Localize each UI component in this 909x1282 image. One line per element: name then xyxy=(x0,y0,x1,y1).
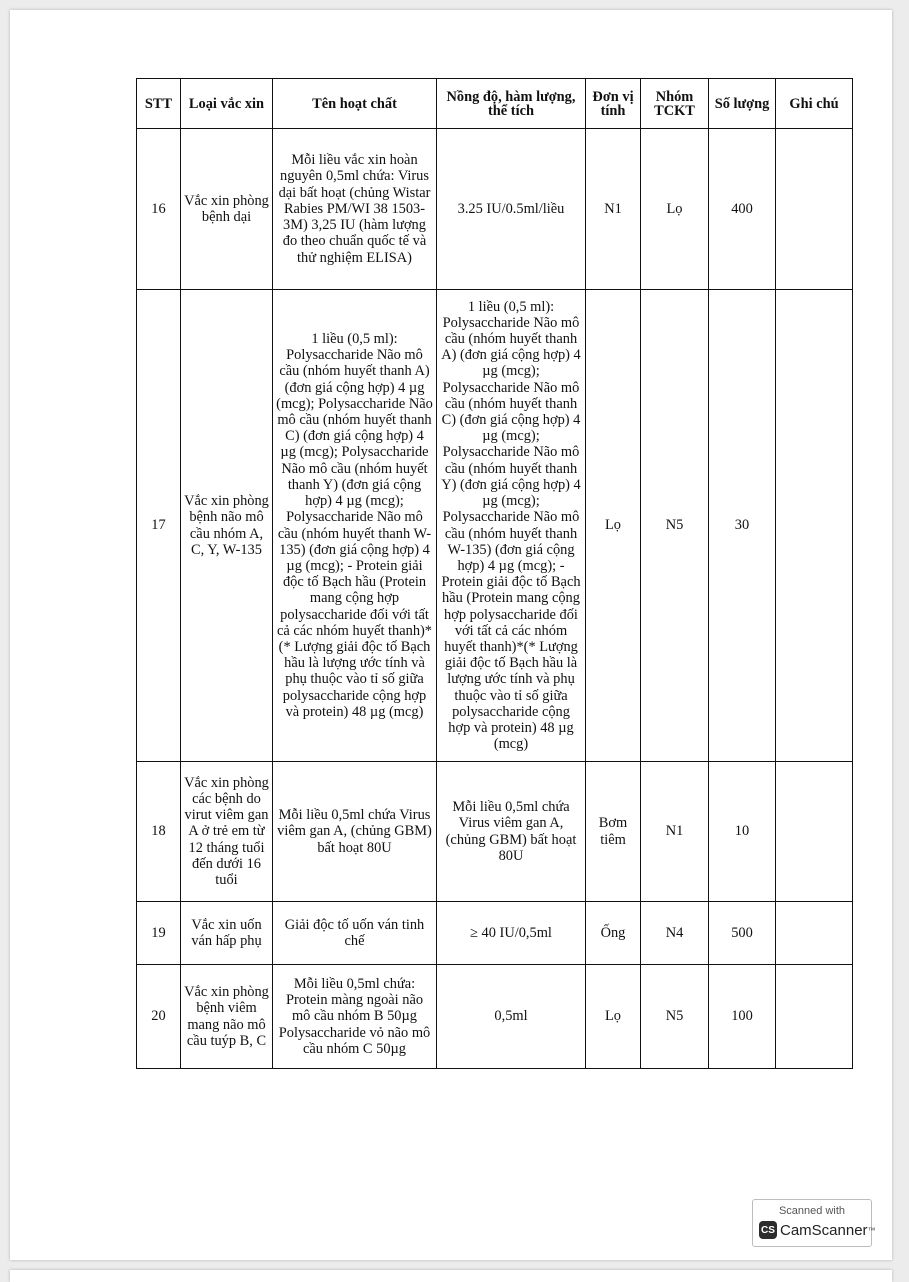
cell-unit: Bơm tiêm xyxy=(586,762,641,902)
next-page-edge xyxy=(10,1270,892,1282)
cell-unit: N1 xyxy=(586,129,641,290)
cell-group: Lọ xyxy=(641,129,709,290)
cell-vaccine-type: Vắc xin phòng bệnh dại xyxy=(181,129,273,290)
cell-stt: 17 xyxy=(137,290,181,762)
vaccine-table xyxy=(136,78,853,1069)
camscanner-brand-name: CamScanner xyxy=(780,1221,868,1239)
cell-quantity: 30 xyxy=(709,290,776,762)
cell-group: N1 xyxy=(641,762,709,902)
header-active-ingredient: Tên hoạt chất xyxy=(273,79,437,129)
cell-note xyxy=(776,290,853,762)
header-stt: STT xyxy=(137,79,181,129)
table-row xyxy=(137,902,853,965)
header-quantity: Số lượng xyxy=(709,79,776,129)
cell-note xyxy=(776,129,853,290)
cell-note xyxy=(776,762,853,902)
cell-vaccine-type: Vắc xin phòng bệnh viêm mang não mô cầu tuýp B, C xyxy=(181,965,273,1069)
cell-stt: 16 xyxy=(137,129,181,290)
header-vaccine-type: Loại vắc xin xyxy=(181,79,273,129)
cell-unit: Ống xyxy=(586,902,641,965)
camscanner-logo-icon: CS xyxy=(759,1221,777,1239)
cell-active-ingredient: Mỗi liều 0,5ml chứa Virus viêm gan A, (chủng GBM) bất hoạt 80U xyxy=(273,762,437,902)
cell-stt: 19 xyxy=(137,902,181,965)
cell-vaccine-type: Vắc xin uốn ván hấp phụ xyxy=(181,902,273,965)
header-row xyxy=(137,79,853,129)
camscanner-watermark xyxy=(752,1199,876,1247)
scanned-with-text: Scanned with xyxy=(778,1205,846,1217)
cell-active-ingredient: Giải độc tố uốn ván tinh chế xyxy=(273,902,437,965)
cell-concentration: 1 liều (0,5 ml): Polysaccharide Não mô cầu (nhóm huyết thanh A) (đơn giá cộng hợp) 4 µg (mcg); Polysaccharide Não mô cầu (nhóm huyết thanh C) (đơn giá cộng hợp) 4 µg (mcg); Polysaccharide Não mô cầu (nhóm huyết thanh Y) (đơn giá cộng hợp) 4 µg (mcg); Polysaccharide Não mô cầu (nhóm huyết thanh W-135) (đơn giá cộng hợp) 4 µg (mcg); - Protein giải độc tố Bạch hầu (Protein mang cộng hợp polysaccharide đối với tất cả các nhóm huyết thanh)*(* Lượng giải độc tố Bạch hầu là lượng ước tính và phụ thuộc vào tỉ số giữa polysaccharide cộng hợp và protein) 48 µg (mcg) xyxy=(437,290,586,762)
table-row xyxy=(137,290,853,762)
table-row xyxy=(137,965,853,1069)
cell-vaccine-type: Vắc xin phòng bệnh não mô cầu nhóm A, C, Y, W-135 xyxy=(181,290,273,762)
cell-vaccine-type: Vắc xin phòng các bệnh do virut viêm gan A ở trẻ em từ 12 tháng tuổi đến dưới 16 tuổi xyxy=(181,762,273,902)
header-group: Nhóm TCKT xyxy=(641,79,709,129)
cell-note xyxy=(776,965,853,1069)
cell-quantity: 100 xyxy=(709,965,776,1069)
trademark-mark: ™ xyxy=(867,1225,876,1235)
header-concentration: Nồng độ, hàm lượng, thể tích xyxy=(437,79,586,129)
cell-stt: 20 xyxy=(137,965,181,1069)
header-unit: Đơn vị tính xyxy=(586,79,641,129)
cell-concentration: 3.25 IU/0.5ml/liều xyxy=(437,129,586,290)
cell-active-ingredient: Mỗi liều vắc xin hoàn nguyên 0,5ml chứa: Virus dại bất hoạt (chủng Wistar Rabies PM/WI 38 1503-3M) 3,25 IU (hàm lượng đo theo chuẩn quốc tế và thử nghiệm ELISA) xyxy=(273,129,437,290)
camscanner-brand xyxy=(759,1221,876,1239)
cell-stt: 18 xyxy=(137,762,181,902)
cell-concentration: Mỗi liều 0,5ml chứa Virus viêm gan A, (chủng GBM) bất hoạt 80U xyxy=(437,762,586,902)
cell-unit: Lọ xyxy=(586,965,641,1069)
cell-quantity: 500 xyxy=(709,902,776,965)
cell-quantity: 400 xyxy=(709,129,776,290)
cell-group: N5 xyxy=(641,290,709,762)
cell-active-ingredient: Mỗi liều 0,5ml chứa: Protein màng ngoài não mô cầu nhóm B 50µg Polysaccharide vỏ não mô cầu nhóm C 50µg xyxy=(273,965,437,1069)
table-row xyxy=(137,129,853,290)
cell-active-ingredient: 1 liều (0,5 ml): Polysaccharide Não mô cầu (nhóm huyết thanh A) (đơn giá cộng hợp) 4 µg (mcg); Polysaccharide Não mô cầu (nhóm huyết thanh C) (đơn giá cộng hợp) 4 µg (mcg); Polysaccharide Não mô cầu (nhóm huyết thanh Y) (đơn giá cộng hợp) 4 µg (mcg); Polysaccharide Não mô cầu (nhóm huyết thanh W-135) (đơn giá cộng hợp) 4 µg (mcg); - Protein giải độc tố Bạch hầu (Protein mang cộng hợp polysaccharide đối với tất cả các nhóm huyết thanh)*(* Lượng giải độc tố Bạch hầu là lượng ước tính và phụ thuộc vào tỉ số giữa polysaccharide cộng hợp và protein) 48 µg (mcg) xyxy=(273,290,437,762)
table-row xyxy=(137,762,853,902)
cell-group: N4 xyxy=(641,902,709,965)
cell-concentration: 0,5ml xyxy=(437,965,586,1069)
header-note: Ghi chú xyxy=(776,79,853,129)
cell-concentration: ≥ 40 IU/0,5ml xyxy=(437,902,586,965)
cell-note xyxy=(776,902,853,965)
cell-quantity: 10 xyxy=(709,762,776,902)
cell-group: N5 xyxy=(641,965,709,1069)
cell-unit: Lọ xyxy=(586,290,641,762)
